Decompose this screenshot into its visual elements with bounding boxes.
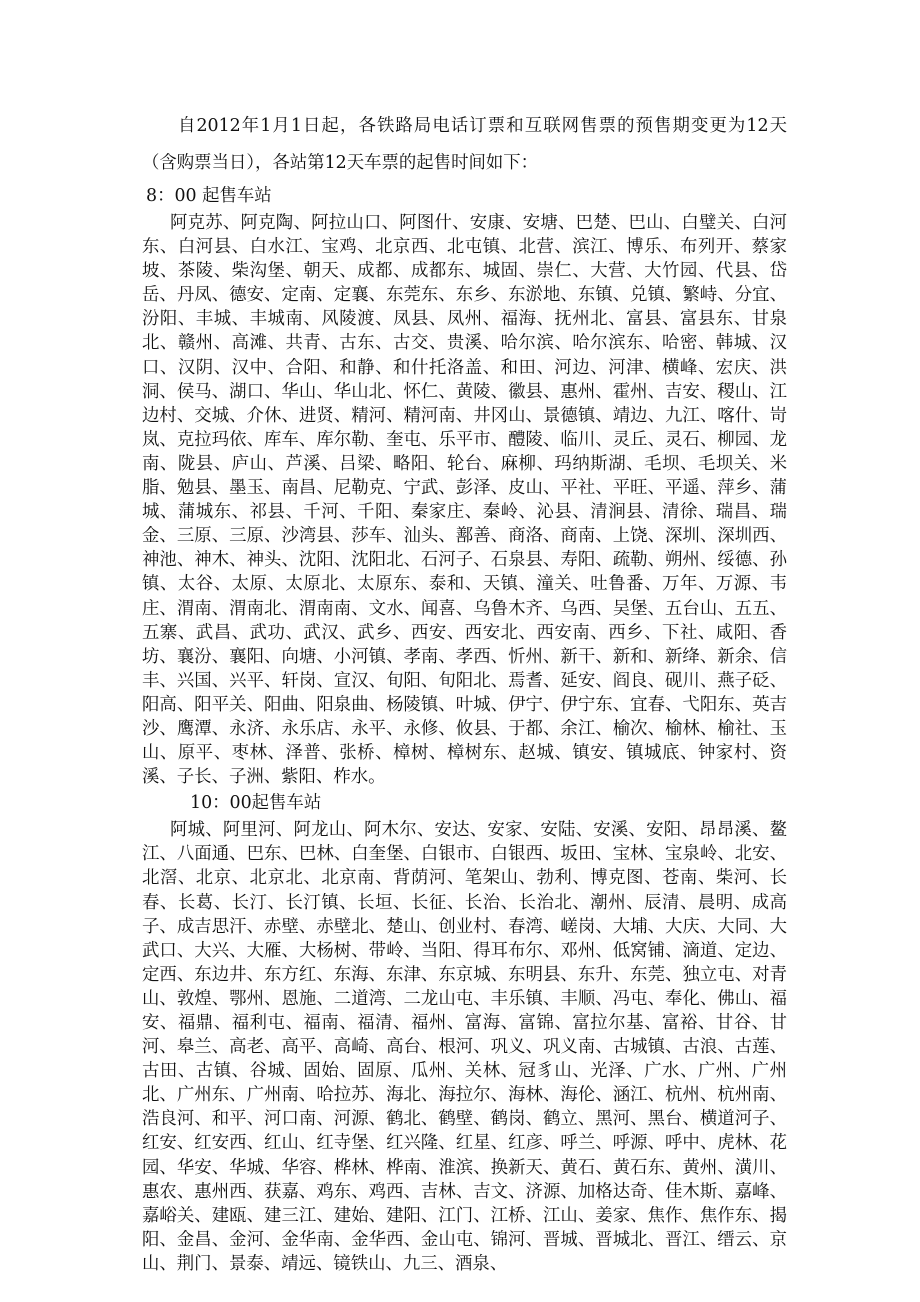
section-title-8am: 8：00 起售车站 bbox=[146, 186, 272, 206]
station-list-8am: 阿克苏、阿克陶、阿拉山口、阿图什、安康、安塘、巴楚、巴山、白璧关、白河东、白河县、白水江、宝鸡、北京西、北屯镇、北营、滨江、博乐、布列开、蔡家坡、茶陵、柴沟堡、朝天、成都、成都东、城固、崇仁、大营、大竹园、代县、岱岳、丹凤、德安、定南、定襄、东莞东、东乡、东淤地、东镇、兑镇、繁峙、分宜、汾阳、丰城、丰城南、风陵渡、凤县、凤州、福海、抚州北、富县、富县东、甘泉北、赣州、高滩、共青、古东、古交、贵溪、哈尔滨、哈尔滨东、哈密、韩城、汉口、汉阴、汉中、合阳、和静、和什托洛盖、和田、河边、河津、横峰、宏庆、洪洞、侯马、湖口、华山、华山北、怀仁、黄陵、徽县、惠州、霍州、吉安、稷山、江边村、交城、介休、进贤、精河、精河南、井冈山、景德镇、靖边、九江、喀什、岢岚、克拉玛依、库车、库尔勒、奎屯、乐平市、醴陵、临川、灵丘、灵石、柳园、龙南、陇县、庐山、芦溪、吕梁、略阳、轮台、麻柳、玛纳斯湖、毛坝、毛坝关、米脂、勉县、墨玉、南昌、尼勒克、宁武、彭泽、皮山、平社、平旺、平遥、萍乡、蒲城、蒲城东、祁县、千河、千阳、秦家庄、秦岭、沁县、清涧县、清徐、瑞昌、瑞金、三原、三原、沙湾县、莎车、汕头、鄯善、商洛、商南、上饶、深圳、深圳西、神池、神木、神头、沈阳、沈阳北、石河子、石泉县、寿阳、疏勒、朔州、绥德、孙镇、太谷、太原、太原北、太原东、泰和、天镇、潼关、吐鲁番、万年、万源、韦庄、渭南、渭南北、渭南南、文水、闻喜、乌鲁木齐、乌西、吴堡、五台山、五五、五寨、武昌、武功、武汉、武乡、西安、西安北、西安南、西乡、下社、咸阳、香坊、襄汾、襄阳、向塘、小河镇、孝南、孝西、忻州、新干、新和、新绛、新余、信丰、兴国、兴平、轩岗、宣汉、旬阳、旬阳北、焉耆、延安、阎良、砚川、燕子砭、阳高、阳平关、阳曲、阳泉曲、杨陵镇、叶城、伊宁、伊宁东、宜春、弋阳东、英吉沙、鹰潭、永济、永乐店、永平、永修、攸县、于都、余江、榆次、榆林、榆社、玉山、原平、枣林、泽普、张桥、樟树、樟树东、赵城、镇安、镇城底、钟家村、资溪、子长、子洲、紫阳、柞水。 bbox=[142, 213, 787, 788]
section-title-10am: 10：00起售车站 bbox=[190, 793, 322, 814]
section-10am bbox=[142, 789, 787, 1276]
station-list-10am: 阿城、阿里河、阿龙山、阿木尔、安达、安家、安陆、安溪、安阳、昂昂溪、鳌江、八面通、巴东、巴林、白奎堡、白银市、白银西、坂田、宝林、宝泉岭、北安、北滘、北京、北京北、北京南、背荫河、笔架山、勃利、博克图、苍南、柴河、长春、长葛、长汀、长汀镇、长垣、长征、长治、长治北、潮州、辰清、晨明、成高子、成吉思汗、赤壁、赤壁北、楚山、创业村、春湾、嵯岗、大埔、大庆、大同、大武口、大兴、大雁、大杨树、带岭、当阳、得耳布尔、邓州、低窝铺、滴道、定边、定西、东边井、东方红、东海、东津、东京城、东明县、东升、东莞、独立屯、对青山、敦煌、鄂州、恩施、二道湾、二龙山屯、丰乐镇、丰顺、冯屯、奉化、佛山、福安、福鼎、福利屯、福南、福清、福州、富海、富锦、富拉尔基、富裕、甘谷、甘河、皋兰、高老、高平、高崎、高台、根河、巩义、巩义南、古城镇、古浪、古莲、古田、古镇、谷城、固始、固原、瓜州、关林、冠豸山、光泽、广水、广州、广州北、广州东、广州南、哈拉苏、海北、海拉尔、海林、海伦、涵江、杭州、杭州南、浩良河、和平、河口南、河源、鹤北、鹤壁、鹤岗、鹤立、黑河、黑台、横道河子、红安、红安西、红山、红寺堡、红兴隆、红星、红彦、呼兰、呼源、呼中、虎林、花园、华安、华城、华容、桦林、桦南、淮滨、换新天、黄石、黄石东、黄州、潢川、惠农、惠州西、获嘉、鸡东、鸡西、吉林、吉文、济源、加格达奇、佳木斯、嘉峰、嘉峪关、建瓯、建三江、建始、建阳、江门、江桥、江山、姜家、焦作、焦作东、揭阳、金昌、金河、金华南、金华西、金山屯、锦河、晋城、晋城北、晋江、缙云、京山、荆门、景泰、靖远、镜铁山、九三、酒泉、 bbox=[142, 820, 787, 1274]
notice-document bbox=[142, 108, 787, 1276]
intro-paragraph: 自2012年1月1日起，各铁路局电话订票和互联网售票的预售期变更为12天（含购票当日），各站第12天车票的起售时间如下： bbox=[142, 116, 787, 173]
section-8am bbox=[142, 182, 787, 789]
